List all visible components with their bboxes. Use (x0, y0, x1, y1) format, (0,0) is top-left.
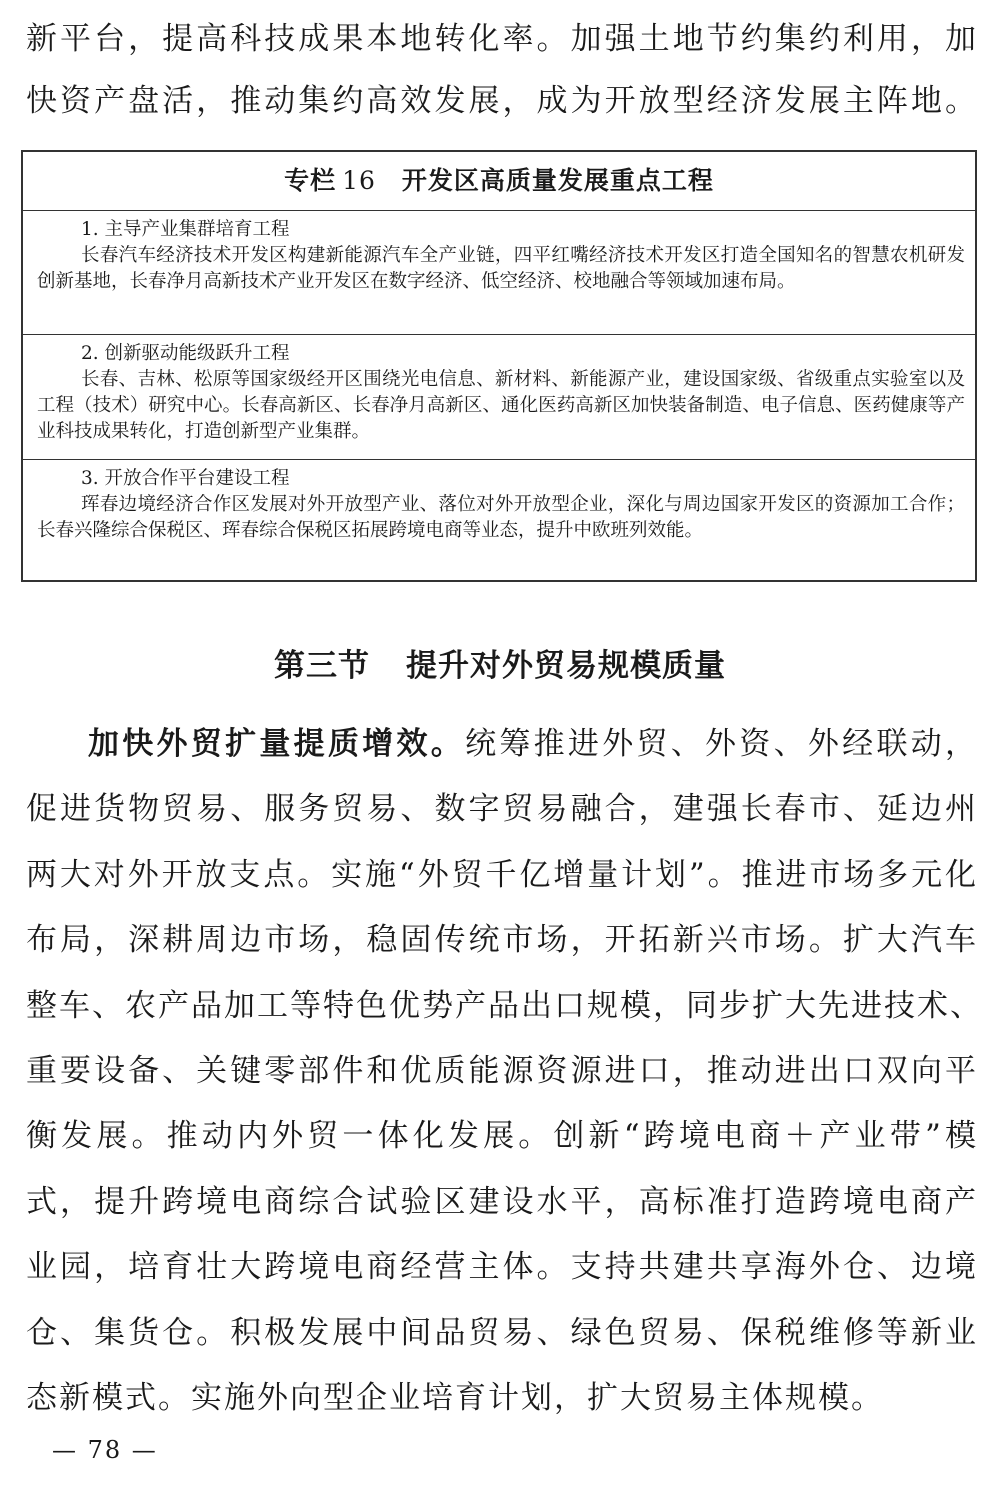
column-item-body: 珲春边境经济合作区发展对外开放型产业、落位对外开放型企业，深化与周边国家开发区的资源加工合作；长春兴隆综合保税区、珲春综合保税区拓展跨境电商等业态，提升中欧班列效能。 (37, 494, 965, 541)
paragraph-text: 统筹推进外贸、外资、外经联动， (465, 726, 979, 762)
paragraph-line: 式，提升跨境电商综合试验区建设水平，高标准打造跨境电商产 (26, 1183, 978, 1220)
column-item-body: 长春、吉林、松原等国家级经开区围绕光电信息、新材料、新能源产业，建设国家级、省级重点实验室以及工程（技术）研究中心。长春高新区、长春净月高新区、通化医药高新区加快装备制造、电子信息、医药健康等产业科技成果转化，打造创新型产业集群。 (37, 369, 965, 442)
paragraph-lead: 加快外贸扩量提质增效。 (88, 726, 466, 762)
paragraph-line: 重要设备、关键零部件和优质能源资源进口，推动进出口双向平 (26, 1052, 978, 1089)
section-heading (0, 640, 1000, 685)
column-box-title (23, 152, 975, 211)
column-item (23, 335, 975, 460)
paragraph-line: 衡发展。推动内外贸一体化发展。创新“跨境电商＋产业带”模 (26, 1118, 978, 1155)
top-paragraph (26, 8, 978, 132)
column-item (23, 460, 975, 581)
column-item-title: 1. 主导产业集群培育工程 (81, 219, 290, 240)
paragraph-line: 仓、集货仓。积极发展中间品贸易、绿色贸易、保税维修等新业 (26, 1314, 978, 1351)
column-item-title: 2. 创新驱动能级跃升工程 (81, 343, 290, 364)
page-number: — 78 — (52, 1436, 158, 1464)
column-title: 开发区高质量发展重点工程 (401, 166, 714, 195)
column-item (23, 211, 975, 335)
paragraph-line: 业园，培育壮大跨境电商经营主体。支持共建共享海外仓、边境 (26, 1249, 978, 1286)
column-box (21, 150, 977, 582)
paragraph-line: 布局，深耕周边市场，稳固传统市场，开拓新兴市场。扩大汽车 (26, 922, 978, 959)
section-label: 第三节 (274, 648, 370, 684)
paragraph-line: 促进货物贸易、服务贸易、数字贸易融合，建强长春市、延边州 (26, 791, 978, 828)
paragraph-line: 态新模式。实施外向型企业培育计划，扩大贸易主体规模。 (26, 1379, 884, 1416)
paragraph-line: 新平台，提高科技成果本地转化率。加强土地节约集约利用，加 (26, 21, 978, 57)
paragraph-line: 两大对外开放支点。实施“外贸千亿增量计划”。推进市场多元化 (26, 856, 978, 893)
column-label: 专栏 (284, 166, 337, 195)
section-title: 提升对外贸易规模质量 (406, 648, 726, 684)
main-paragraph (26, 712, 983, 1431)
paragraph-line: 快资产盘活，推动集约高效发展，成为开放型经济发展主阵地。 (26, 83, 978, 119)
paragraph-line: 整车、农产品加工等特色优势产品出口规模，同步扩大先进技术、 (26, 987, 983, 1024)
column-item-title: 3. 开放合作平台建设工程 (81, 468, 290, 489)
column-item-body: 长春汽车经济技术开发区构建新能源汽车全产业链，四平红嘴经济技术开发区打造全国知名的智慧农机研发创新基地，长春净月高新技术产业开发区在数字经济、低空经济、校地融合等领域加速布局。 (37, 245, 965, 292)
paragraph-line (26, 712, 978, 777)
column-number: 16 (342, 166, 376, 195)
